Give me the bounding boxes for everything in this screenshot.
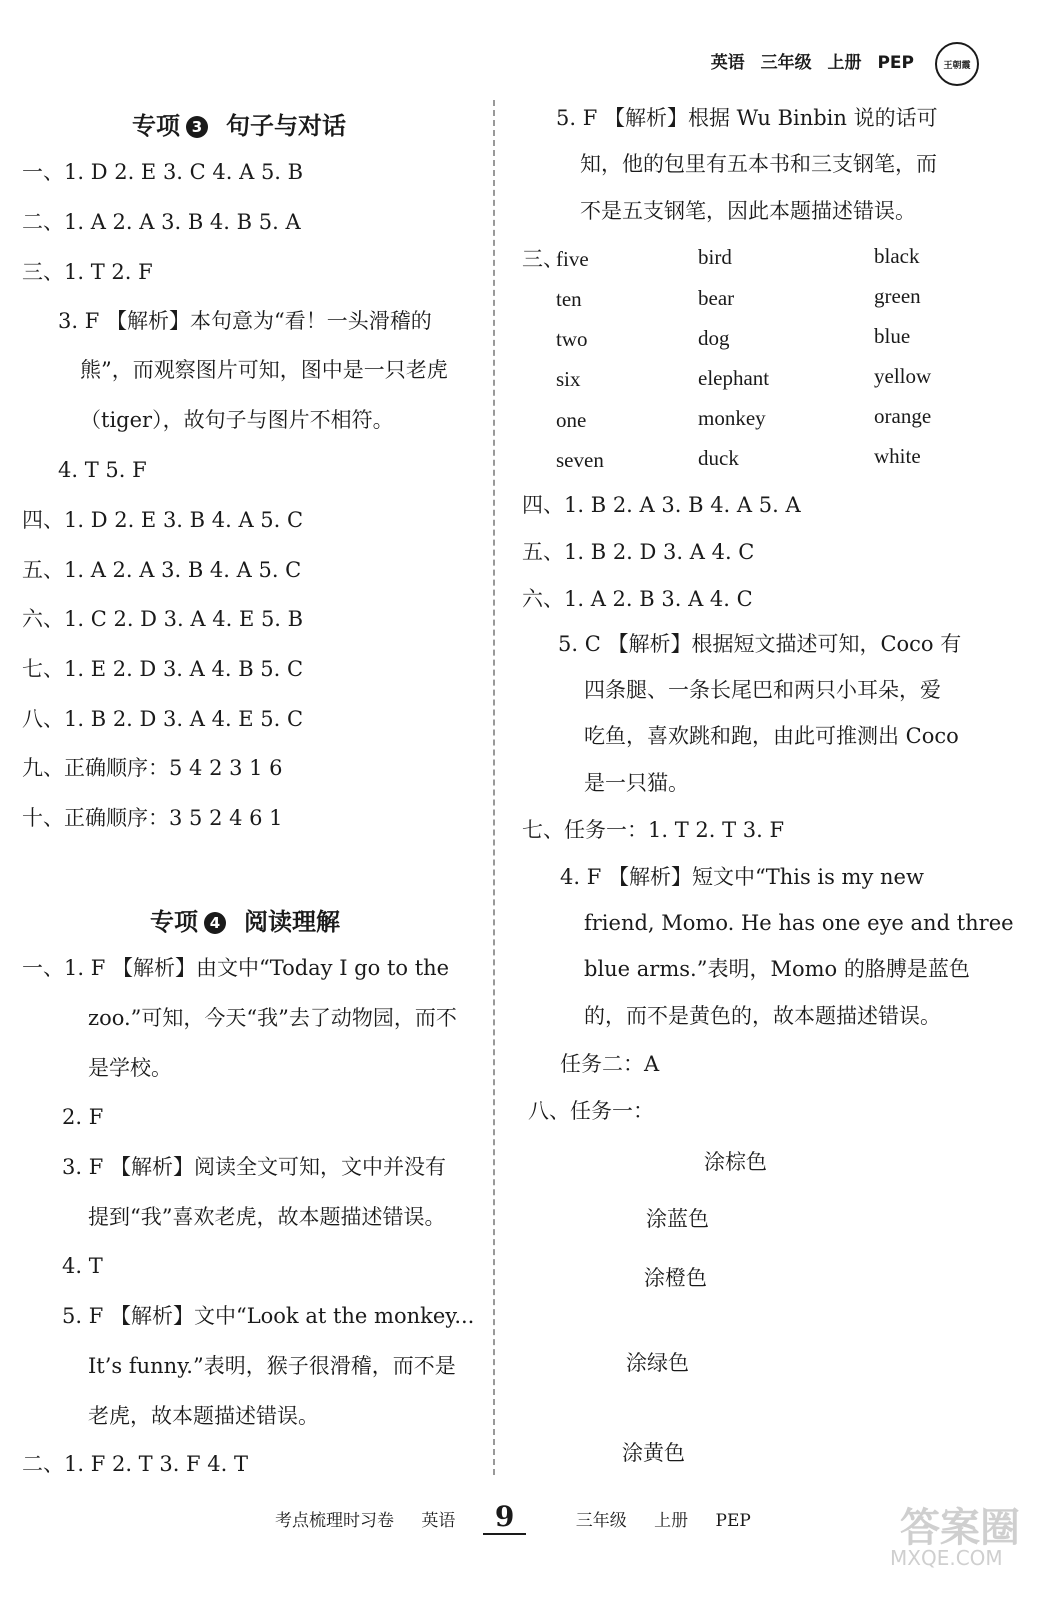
answer-line: 二、1. A 2. A 3. B 4. B 5. A [22, 210, 301, 234]
logo-text: 王朝霞 [943, 60, 971, 71]
answer-line: 五、1. B 2. D 3. A 4. C [522, 540, 755, 564]
footer-grade: 三年级 [575, 1511, 627, 1531]
answer-line: 任务二：A [560, 1052, 660, 1076]
column-divider [493, 100, 495, 1475]
section-4-prefix: 专项 [150, 908, 198, 936]
answer-line: 老虎，故本题描述错误。 [88, 1404, 319, 1428]
page-footer [275, 1500, 773, 1533]
page-number: 9 [483, 1500, 526, 1535]
answer-line: 五、1. A 2. A 3. B 4. A 5. C [22, 558, 302, 582]
section-3-title [132, 106, 346, 141]
answer-line: friend, Momo. He has one eye and three [584, 911, 1014, 935]
color-instruction: 涂棕色 [704, 1150, 767, 1174]
answer-line: 3. F 【解析】阅读全文可知，文中并没有 [62, 1155, 446, 1179]
color-instruction: 涂黄色 [622, 1441, 685, 1465]
color-instruction: 涂绿色 [626, 1351, 689, 1375]
answer-line: 不是五支钢笔，因此本题描述错误。 [580, 199, 916, 223]
answer-line: 是学校。 [88, 1056, 172, 1080]
footer-subject: 英语 [421, 1511, 456, 1531]
answer-line: 七、1. E 2. D 3. A 4. B 5. C [22, 657, 304, 681]
footer-book: 考点梳理时习卷 [275, 1511, 394, 1531]
answer-line: 八、1. B 2. D 3. A 4. E 5. C [22, 707, 304, 731]
section-4-name: 阅读理解 [244, 908, 340, 936]
word-col3: yellow [874, 364, 932, 388]
answer-line: 是一只猫。 [584, 771, 689, 795]
answer-line: 六、1. A 2. B 3. A 4. C [522, 587, 753, 611]
footer-edition: PEP [715, 1511, 751, 1531]
word-col2: elephant [698, 366, 770, 390]
answer-line: 熊”，而观察图片可知，图中是一只老虎 [80, 358, 448, 382]
answer-line: 5. C 【解析】根据短文描述可知，Coco 有 [558, 632, 962, 656]
color-instruction: 涂蓝色 [646, 1207, 709, 1231]
answer-line: 一、1. D 2. E 3. C 4. A 5. B [22, 160, 304, 184]
word-col2: bird [698, 245, 732, 269]
answer-line: 4. T 5. F [58, 458, 147, 482]
answer-line: 3. F 【解析】本句意为“看！一头滑稽的 [58, 309, 432, 333]
word-col3: green [874, 284, 921, 308]
answer-line: 4. F 【解析】短文中“This is my new [560, 865, 924, 889]
word-col2: dog [698, 326, 730, 350]
word-col2: bear [698, 286, 735, 310]
word-col1: seven [556, 448, 604, 472]
header-subject: 英语 [710, 53, 745, 73]
page-header [701, 48, 914, 73]
answer-line: 5. F 【解析】根据 Wu Binbin 说的话可 [556, 106, 938, 130]
header-edition: PEP [877, 53, 914, 73]
word-col1: one [556, 408, 587, 432]
answer-line: 4. T [62, 1254, 103, 1278]
section-3-name: 句子与对话 [226, 112, 346, 140]
words-prefix: 三、 [522, 247, 564, 271]
word-col3: blue [874, 324, 911, 348]
answer-line: 的，而不是黄色的，故本题描述错误。 [584, 1004, 941, 1028]
word-col3: white [874, 444, 921, 468]
answer-line: 十、正确顺序：3 5 2 4 6 1 [22, 806, 283, 830]
answer-line: 四、1. D 2. E 3. B 4. A 5. C [22, 508, 304, 532]
answer-line: 2. F [62, 1105, 104, 1129]
answer-line: 六、1. C 2. D 3. A 4. E 5. B [22, 607, 304, 631]
answer-line: It’s funny.”表明，猴子很滑稽，而不是 [88, 1354, 456, 1378]
footer-volume: 上册 [654, 1511, 689, 1531]
answer-line: （tiger），故句子与图片不相符。 [80, 408, 394, 432]
header-grade: 三年级 [760, 53, 812, 73]
section-3-number: 3 [186, 116, 208, 138]
answer-line: 知，他的包里有五本书和三支钢笔，而 [580, 152, 937, 176]
watermark: 答案圈 [900, 1505, 1020, 1551]
word-col1: two [556, 327, 588, 351]
answer-line: zoo.”可知，今天“我”去了动物园，而不 [88, 1006, 457, 1030]
brand-logo-icon [935, 42, 979, 86]
answer-line: 三、1. T 2. F [22, 260, 153, 284]
word-col3: orange [874, 404, 932, 428]
word-col1: ten [556, 287, 582, 311]
section-4-title [150, 902, 340, 937]
answer-line: 九、正确顺序：5 4 2 3 1 6 [22, 756, 283, 780]
answer-line: 提到“我”喜欢老虎，故本题描述错误。 [88, 1205, 446, 1229]
word-col3: black [874, 244, 920, 268]
answer-line: 七、任务一：1. T 2. T 3. F [522, 818, 785, 842]
word-col1: five [556, 247, 589, 271]
word-col2: duck [698, 446, 739, 470]
header-volume: 上册 [827, 53, 862, 73]
answer-line: 吃鱼，喜欢跳和跑，由此可推测出 Coco [584, 724, 959, 748]
word-col2: monkey [698, 406, 766, 430]
word-col1: six [556, 367, 581, 391]
answer-line: 一、1. F 【解析】由文中“Today I go to the [22, 956, 450, 980]
color-instruction: 涂橙色 [644, 1266, 707, 1290]
section-3-prefix: 专项 [132, 112, 180, 140]
section-4-number: 4 [204, 912, 226, 934]
answer-line: 四、1. B 2. A 3. B 4. A 5. A [522, 493, 801, 517]
answer-line: 二、1. F 2. T 3. F 4. T [22, 1452, 249, 1476]
watermark-url: MXQE.COM [890, 1546, 1003, 1570]
answer-line: blue arms.”表明，Momo 的胳膊是蓝色 [584, 957, 970, 981]
answer-line: 八、任务一： [528, 1099, 654, 1123]
answer-line: 5. F 【解析】文中“Look at the monkey... [62, 1304, 475, 1328]
answer-line: 四条腿、一条长尾巴和两只小耳朵，爱 [584, 678, 941, 702]
